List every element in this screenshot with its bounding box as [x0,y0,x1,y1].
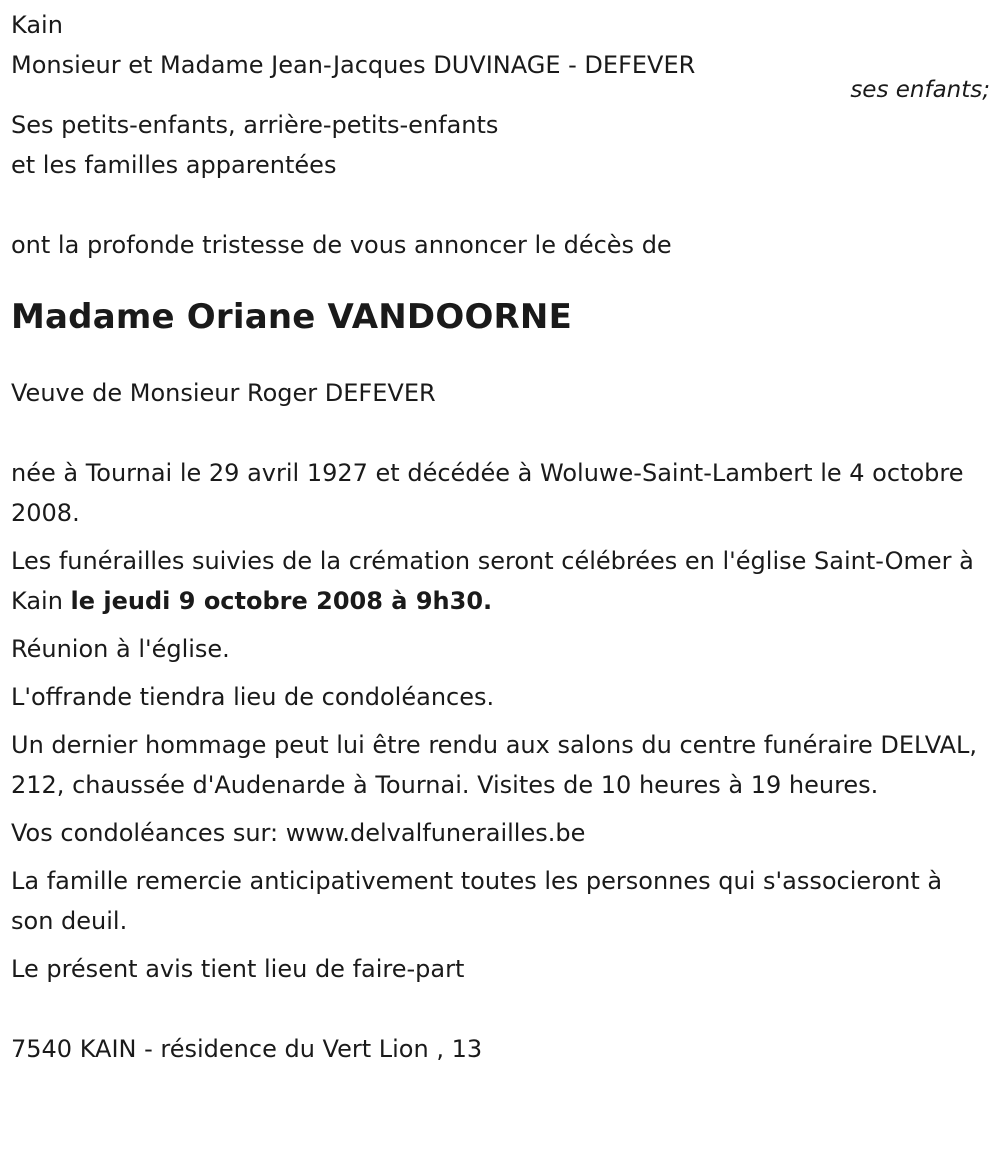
relation-text: ses enfants; [850,77,990,103]
funeral-date: le jeudi 9 octobre 2008 à 9h30. [70,587,493,615]
obituary-notice [11,5,986,1069]
family-line: Monsieur et Madame Jean-Jacques DUVINAGE - DEFEVER [11,51,696,79]
widow-of-text: Veuve de Monsieur Roger DEFEVER [11,379,436,407]
notice-text: Le présent avis tient lieu de faire-part [11,955,465,983]
funeral-text: Les funérailles suivies de la crémation seront célébrées en l'église Saint-Omer à Kain [11,547,974,615]
birth-death-text: née à Tournai le 29 avril 1927 et décédée à Woluwe-Saint-Lambert le 4 octobre 2008. [11,459,964,527]
grandchildren-text: Ses petits-enfants, arrière-petits-enfants [11,111,499,139]
place-text: Kain [11,11,63,39]
thanks-text: La famille remercie anticipativement toutes les personnes qui s'associeront à son deuil. [11,867,943,935]
meeting-text: Réunion à l'église. [11,635,230,663]
offering-text: L'offrande tiendra lieu de condoléances. [11,683,495,711]
condolences-text: Vos condoléances sur: www.delvalfunerailles.be [11,819,586,847]
address-text: 7540 KAIN - résidence du Vert Lion , 13 [11,1035,483,1063]
families-text: et les familles apparentées [11,151,337,179]
intro-text: ont la profonde tristesse de vous annoncer le décès de [11,231,672,259]
funeral-paragraph [11,541,986,621]
deceased-name: Madame Oriane VANDOORNE [11,297,573,337]
tribute-text: Un dernier hommage peut lui être rendu aux salons du centre funéraire DELVAL, 212, chaussée d'Audenarde à Tournai. Visites de 10 heures à 19 heures. [11,731,978,799]
